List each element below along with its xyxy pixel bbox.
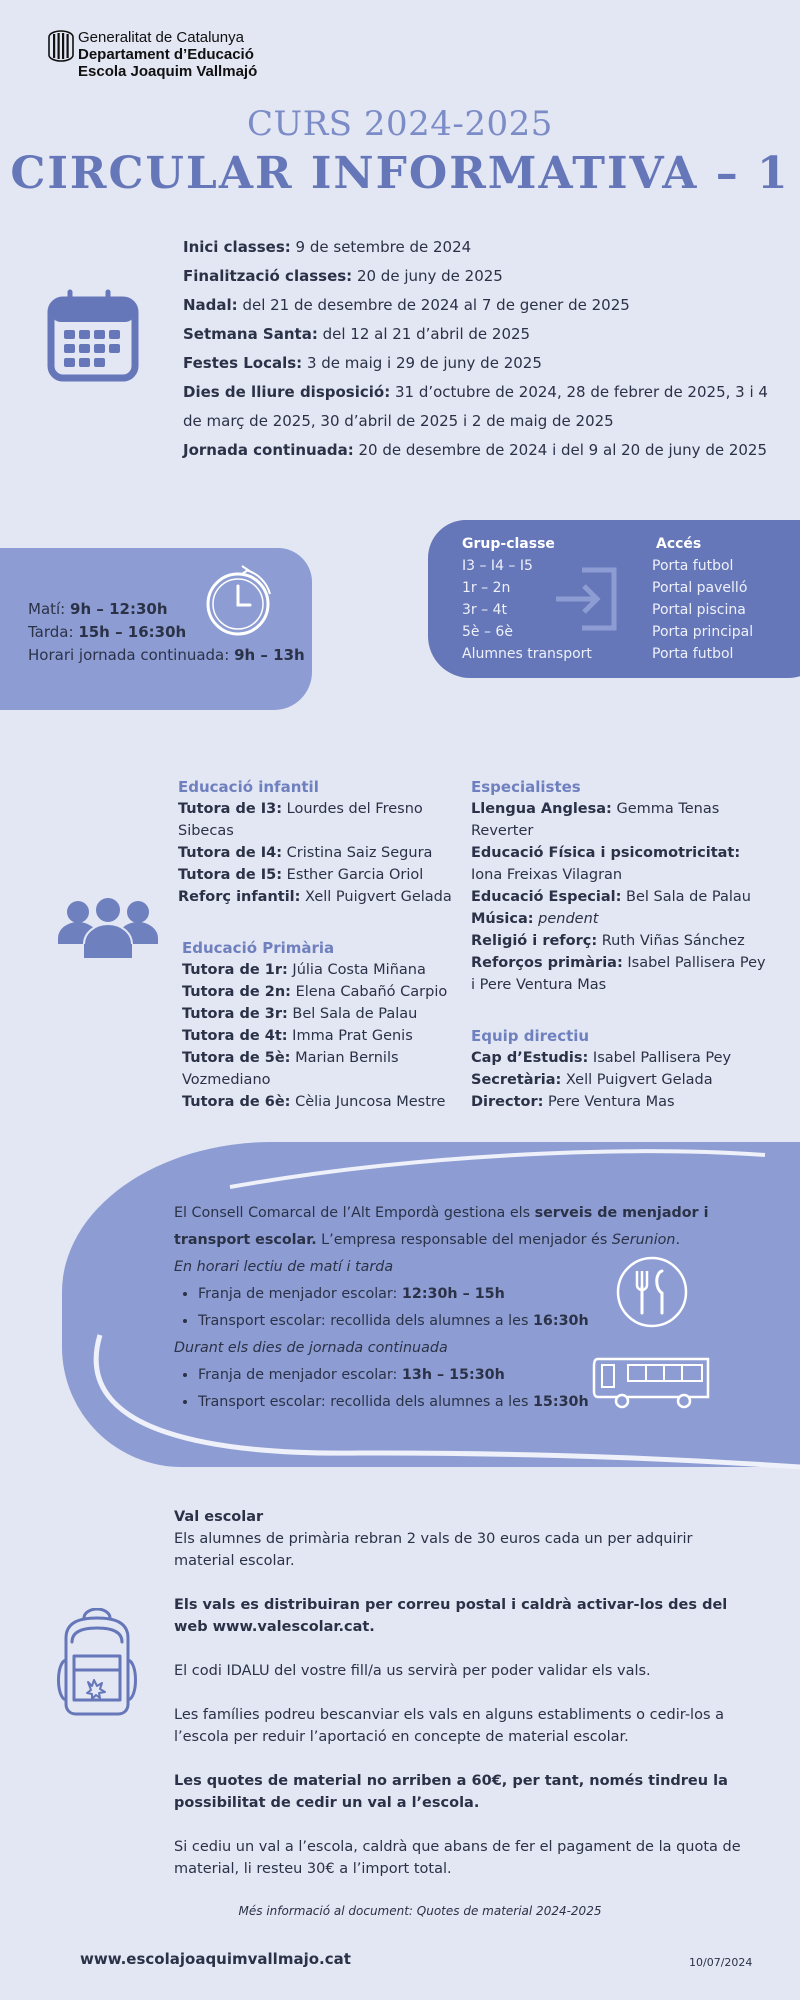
list-item — [198, 1281, 764, 1308]
menjador-text — [174, 1200, 764, 1416]
access-col-doors — [652, 533, 753, 665]
school-name: Escola Joaquim Vallmajó — [78, 63, 258, 80]
staff-person: Gemma Tenas Reverter — [471, 801, 720, 839]
calendar-item-label: Festes Locals: — [183, 354, 303, 372]
access-door: Porta principal — [652, 624, 754, 640]
staff-person: Iona Freixas Vilagran — [471, 867, 623, 883]
staff-row — [182, 981, 462, 1003]
access-door: Portal pavelló — [652, 580, 748, 596]
calendar-list — [183, 233, 773, 465]
staff-role: Tutora de I4: — [178, 845, 283, 861]
item-text: Transport escolar: recollida dels alumnes a les — [198, 1313, 533, 1329]
staff-role: Cap d’Estudis: — [471, 1050, 589, 1066]
staff-role: Tutora de 6è: — [182, 1094, 291, 1110]
afternoon-hours — [28, 621, 305, 644]
staff-role: Música: — [471, 911, 534, 927]
staff-person: Júlia Costa Miñana — [287, 962, 426, 978]
calendar-item-label: Finalització classes: — [183, 267, 353, 285]
staff-person: Bel Sala de Palau — [287, 1006, 418, 1022]
staff-row — [178, 864, 458, 886]
calendar-item-label: Inici classes: — [183, 238, 291, 256]
staff-role: Tutora de 3r: — [182, 1006, 288, 1022]
especialistes-block — [471, 776, 771, 996]
calendar-item-value: 20 de desembre de 2024 i del 9 al 20 de juny de 2025 — [353, 441, 768, 459]
org-line-1: Generalitat de Catalunya — [78, 29, 244, 46]
staff-row — [178, 886, 458, 908]
infantil-heading: Educació infantil — [178, 778, 319, 796]
access-door: Portal piscina — [652, 602, 746, 618]
calendar-item-value: 3 de maig i 29 de juny de 2025 — [302, 354, 542, 372]
val-paragraph: Els vals es distribuiran per correu postal i caldrà activar-los des del web www.valescolar.cat. — [174, 1597, 728, 1635]
staff-person: Xell Puigvert Gelada — [300, 889, 452, 905]
item-time: 15:30h — [532, 1394, 589, 1410]
calendar-icon — [46, 288, 142, 384]
staff-person: Esther Garcia Oriol — [282, 867, 424, 883]
school-year: CURS 2024-2025 — [247, 104, 553, 144]
staff-row — [178, 842, 458, 864]
document-date: 10/07/2024 — [689, 1956, 753, 1969]
lectiu-list — [174, 1281, 764, 1335]
item-time: 13h – 15:30h — [401, 1367, 505, 1383]
item-text: Transport escolar: recollida dels alumnes a les — [198, 1394, 533, 1410]
backpack-icon — [52, 1608, 142, 1718]
val-escolar-text — [174, 1506, 744, 1902]
staff-role: Reforç infantil: — [178, 889, 301, 905]
item-text: Franja de menjador escolar: — [198, 1286, 402, 1302]
access-col-groups — [462, 533, 592, 665]
staff-role: Director: — [471, 1094, 544, 1110]
calendar-item — [183, 436, 773, 465]
staff-role: Religió i reforç: — [471, 933, 598, 949]
intro-part: L’empresa responsable del menjador és — [316, 1232, 612, 1248]
intro-bold: serveis de menjador i transport escolar. — [174, 1205, 709, 1248]
list-item — [198, 1362, 764, 1389]
staff-row — [182, 1025, 462, 1047]
staff-row — [471, 930, 771, 952]
staff-row — [471, 1091, 771, 1113]
primaria-heading: Educació Primària — [182, 939, 335, 957]
staff-row — [182, 1003, 462, 1025]
staff-role: Secretària: — [471, 1072, 562, 1088]
staff-person: Isabel Pallisera Pey i Pere Ventura Mas — [471, 955, 766, 993]
staff-role: Llengua Anglesa: — [471, 801, 612, 817]
calendar-item-label: Dies de lliure disposició: — [183, 383, 391, 401]
staff-person: Bel Sala de Palau — [621, 889, 751, 905]
staff-row — [178, 798, 458, 842]
continuous-value: 9h – 13h — [234, 646, 305, 664]
access-col2-header: Accés — [656, 536, 702, 552]
access-group: 5è – 6è — [462, 624, 513, 640]
staff-person: Isabel Pallisera Pey — [588, 1050, 732, 1066]
list-item — [198, 1308, 764, 1335]
staff-person: Lourdes del Fresno Sibecas — [178, 801, 423, 839]
hours-text — [28, 598, 305, 667]
staff-role: Educació Especial: — [471, 889, 622, 905]
more-info-note: Més informació al document: Quotes de material 2024-2025 — [238, 1904, 602, 1918]
item-time: 16:30h — [532, 1313, 589, 1329]
staff-row — [471, 952, 771, 996]
afternoon-label: Tarda: — [28, 623, 79, 641]
continuada-heading: Durant els dies de jornada continuada — [174, 1340, 448, 1356]
access-col1-header: Grup-classe — [462, 536, 555, 552]
intro-part: El Consell Comarcal de l’Alt Empordà gestiona els — [174, 1205, 535, 1221]
val-paragraph: Els alumnes de primària rebran 2 vals de 30 euros cada un per adquirir material escolar. — [174, 1531, 693, 1569]
calendar-item — [183, 349, 773, 378]
morning-value: 9h – 12:30h — [70, 600, 168, 618]
calendar-item-value: del 21 de desembre de 2024 al 7 de gener de 2025 — [237, 296, 630, 314]
especialistes-heading: Especialistes — [471, 778, 581, 796]
access-door: Porta futbol — [652, 646, 734, 662]
val-paragraph: Les famílies podreu bescanviar els vals en alguns establiments o cedir-los a l’escola per reduir l’aportació en concepte de material escolar. — [174, 1707, 724, 1745]
staff-row — [182, 1091, 462, 1113]
staff-person: Pere Ventura Mas — [543, 1094, 675, 1110]
item-time: 12:30h – 15h — [401, 1286, 505, 1302]
item-text: Franja de menjador escolar: — [198, 1367, 402, 1383]
staff-role: Tutora de 2n: — [182, 984, 291, 1000]
staff-row — [471, 908, 771, 930]
calendar-item-label: Jornada continuada: — [183, 441, 354, 459]
staff-role: Tutora de I5: — [178, 867, 283, 883]
staff-person: Marian Bernils Vozmediano — [182, 1050, 399, 1088]
staff-row — [471, 1069, 771, 1091]
morning-label: Matí: — [28, 600, 71, 618]
staff-row — [182, 959, 462, 981]
calendar-item-label: Setmana Santa: — [183, 325, 318, 343]
staff-role: Tutora de 1r: — [182, 962, 288, 978]
staff-person: Imma Prat Genis — [287, 1028, 413, 1044]
continuada-list — [174, 1362, 764, 1416]
generalitat-emblem-icon — [48, 30, 74, 62]
infantil-block — [178, 776, 458, 908]
calendar-item — [183, 291, 773, 320]
staff-role: Reforços primària: — [471, 955, 623, 971]
staff-role: Educació Física i psicomotricitat: — [471, 845, 741, 861]
afternoon-value: 15h – 16:30h — [78, 623, 187, 641]
morning-hours — [28, 598, 305, 621]
calendar-item-value: 31 d’octubre de 2024, 28 de febrer de 2025, 3 i 4 de març de 2025, 30 d’abril de 2025 i 2 de maig de 2025 — [183, 383, 768, 430]
continuous-hours — [28, 644, 305, 667]
staff-row — [182, 1047, 462, 1091]
calendar-item-value: del 12 al 21 d’abril de 2025 — [317, 325, 531, 343]
val-heading: Val escolar — [174, 1509, 264, 1525]
access-group: 1r – 2n — [462, 580, 511, 596]
val-paragraph: Si cediu un val a l’escola, caldrà que abans de fer el pagament de la quota de material, li resteu 30€ a l’import total. — [174, 1839, 741, 1877]
staff-row — [471, 886, 771, 908]
calendar-item — [183, 378, 773, 436]
directiu-block — [471, 1025, 771, 1113]
continuous-label: Horari jornada continuada: — [28, 646, 235, 664]
staff-person: Elena Cabañó Carpio — [290, 984, 448, 1000]
primaria-block — [182, 937, 462, 1113]
staff-role: Tutora de 4t: — [182, 1028, 288, 1044]
access-group: Alumnes transport — [462, 646, 592, 662]
website-link[interactable]: www.escolajoaquimvallmajo.cat — [80, 1950, 351, 1968]
calendar-item-label: Nadal: — [183, 296, 238, 314]
staff-person: pendent — [533, 911, 599, 927]
company-name: Serunion — [611, 1232, 676, 1248]
staff-person: Xell Puigvert Gelada — [561, 1072, 713, 1088]
staff-role: Tutora de 5è: — [182, 1050, 291, 1066]
list-item — [198, 1389, 764, 1416]
intro-end: . — [675, 1232, 681, 1248]
staff-person: Cristina Saiz Segura — [282, 845, 433, 861]
staff-row — [471, 798, 771, 842]
calendar-item-value: 9 de setembre de 2024 — [290, 238, 472, 256]
staff-row — [471, 842, 771, 886]
calendar-item — [183, 262, 773, 291]
lectiu-heading: En horari lectiu de matí i tarda — [174, 1259, 394, 1275]
staff-role: Tutora de I3: — [178, 801, 283, 817]
page-title: CIRCULAR INFORMATIVA – 1 — [10, 148, 790, 199]
group-icon — [56, 896, 160, 960]
staff-person: Cèlia Juncosa Mestre — [290, 1094, 446, 1110]
staff-row — [471, 1047, 771, 1069]
access-group: I3 – I4 – I5 — [462, 558, 533, 574]
staff-person: Ruth Viñas Sánchez — [597, 933, 745, 949]
org-line-2: Departament d’Educació — [78, 46, 254, 63]
access-door: Porta futbol — [652, 558, 734, 574]
calendar-item — [183, 320, 773, 349]
val-paragraph: El codi IDALU del vostre fill/a us servirà per poder validar els vals. — [174, 1663, 651, 1679]
calendar-item-value: 20 de juny de 2025 — [352, 267, 503, 285]
calendar-item — [183, 233, 773, 262]
directiu-heading: Equip directiu — [471, 1027, 590, 1045]
access-group: 3r – 4t — [462, 602, 507, 618]
val-paragraph: Les quotes de material no arriben a 60€, per tant, només tindreu la possibilitat de cedir un val a l’escola. — [174, 1773, 728, 1811]
menjador-intro — [174, 1200, 764, 1254]
